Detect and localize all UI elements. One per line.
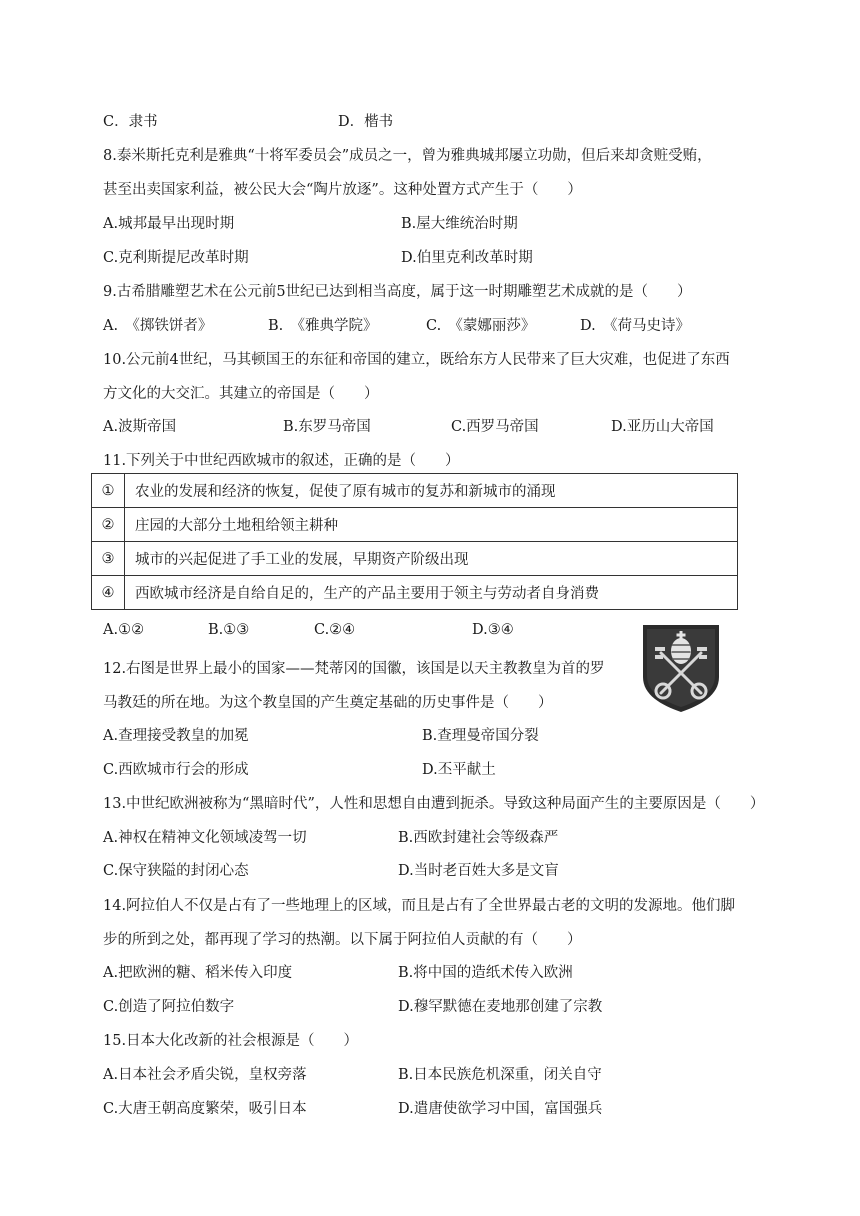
- q15-option-a: A.日本社会矛盾尖锐，皇权旁落: [103, 1067, 307, 1083]
- q8-option-c: C.克利斯提尼改革时期: [103, 250, 249, 266]
- q14-stem-line-1: 14.阿拉伯人不仅是占有了一些地理上的区域，而且是占有了全世界最古老的文明的发源地。他们脚: [103, 898, 736, 914]
- q10-option-b: B.东罗马帝国: [283, 419, 371, 435]
- q9-stem: 9.古希腊雕塑艺术在公元前5世纪已达到相当高度，属于这一时期雕塑艺术成就的是（ ）: [103, 284, 692, 300]
- q13-option-c: C.保守狭隘的封闭心态: [103, 863, 249, 879]
- q14-stem-line-2: 步的所到之处，都再现了学习的热潮。以下属于阿拉伯人贡献的有（ ）: [103, 932, 582, 948]
- q11-statement-table: [91, 473, 738, 610]
- q7-option-d: D．楷书: [338, 114, 394, 130]
- q8-option-b: B.屋大维统治时期: [401, 216, 518, 232]
- q10-option-c: C.西罗马帝国: [451, 419, 539, 435]
- statement-text: 庄园的大部分土地租给领主耕种: [125, 508, 738, 542]
- q13-stem: 13.中世纪欧洲被称为“黑暗时代”，人性和思想自由遭到扼杀。导致这种局面产生的主要原因是（ ）: [103, 796, 765, 812]
- statement-number: ②: [92, 508, 125, 542]
- q12-option-d: D.丕平献土: [422, 762, 496, 778]
- q15-stem: 15.日本大化改新的社会根源是（ ）: [103, 1033, 359, 1049]
- q9-option-d: D. 《荷马史诗》: [580, 318, 690, 334]
- q14-option-c: C.创造了阿拉伯数字: [103, 999, 235, 1015]
- q11-option-d: D.③④: [472, 622, 514, 638]
- q15-option-b: B.日本民族危机深重，闭关自守: [398, 1067, 602, 1083]
- q12-stem-line-2: 马教廷的所在地。为这个教皇国的产生奠定基础的历史事件是（ ）: [103, 695, 553, 711]
- statement-number: ③: [92, 542, 125, 576]
- q8-option-d: D.伯里克利改革时期: [401, 250, 533, 266]
- q10-option-a: A.波斯帝国: [103, 419, 177, 435]
- q11-option-c: C.②④: [314, 622, 356, 638]
- table-row: [92, 576, 738, 610]
- q15-option-c: C.大唐王朝高度繁荣，吸引日本: [103, 1101, 307, 1117]
- q12-stem-line-1: 12.右图是世界上最小的国家——梵蒂冈的国徽，该国是以天主教教皇为首的罗: [103, 661, 605, 677]
- q12-option-c: C.西欧城市行会的形成: [103, 762, 249, 778]
- q12-option-a: A.查理接受教皇的加冕: [103, 728, 249, 744]
- statement-text: 城市的兴起促进了手工业的发展，早期资产阶级出现: [125, 542, 738, 576]
- vatican-emblem-image: [641, 623, 721, 713]
- table-row: [92, 508, 738, 542]
- q7-option-c: C．隶书: [103, 114, 158, 130]
- q8-option-a: A.城邦最早出现时期: [103, 216, 235, 232]
- q10-stem-line-2: 方文化的大交汇。其建立的帝国是（ ）: [103, 386, 379, 402]
- q11-option-a: A.①②: [103, 622, 145, 638]
- q11-option-b: B.①③: [208, 622, 250, 638]
- q14-option-b: B.将中国的造纸术传入欧洲: [398, 965, 573, 981]
- q11-stem: 11.下列关于中世纪西欧城市的叙述，正确的是（ ）: [103, 453, 460, 469]
- q8-stem-line-2: 甚至出卖国家利益，被公民大会“陶片放逐”。这种处置方式产生于（ ）: [103, 182, 582, 198]
- table-row: [92, 542, 738, 576]
- q13-option-a: A.神权在精神文化领域凌驾一切: [103, 830, 307, 846]
- q15-option-d: D.遣唐使欲学习中国，富国强兵: [398, 1101, 603, 1117]
- q12-option-b: B.查理曼帝国分裂: [422, 728, 539, 744]
- q9-option-c: C. 《蒙娜丽莎》: [426, 318, 536, 334]
- statement-text: 西欧城市经济是自给自足的，生产的产品主要用于领主与劳动者自身消费: [125, 576, 738, 610]
- q14-option-d: D.穆罕默德在麦地那创建了宗教: [398, 999, 603, 1015]
- statement-number: ④: [92, 576, 125, 610]
- q10-stem-line-1: 10.公元前4世纪，马其顿国王的东征和帝国的建立，既给东方人民带来了巨大灾难，也促进了东西: [103, 352, 730, 368]
- q9-option-b: B. 《雅典学院》: [268, 318, 378, 334]
- q13-option-d: D.当时老百姓大多是文盲: [398, 863, 559, 879]
- table-row: [92, 474, 738, 508]
- q13-option-b: B.西欧封建社会等级森严: [398, 830, 559, 846]
- statement-number: ①: [92, 474, 125, 508]
- q8-stem-line-1: 8.泰米斯托克利是雅典“十将军委员会”成员之一，曾为雅典城邦屡立功勋，但后来却贪赃受贿，: [103, 148, 712, 164]
- q14-option-a: A.把欧洲的糖、稻米传入印度: [103, 965, 293, 981]
- statement-text: 农业的发展和经济的恢复，促使了原有城市的复苏和新城市的涌现: [125, 474, 738, 508]
- q9-option-a: A. 《掷铁饼者》: [103, 318, 213, 334]
- q10-option-d: D.亚历山大帝国: [611, 419, 714, 435]
